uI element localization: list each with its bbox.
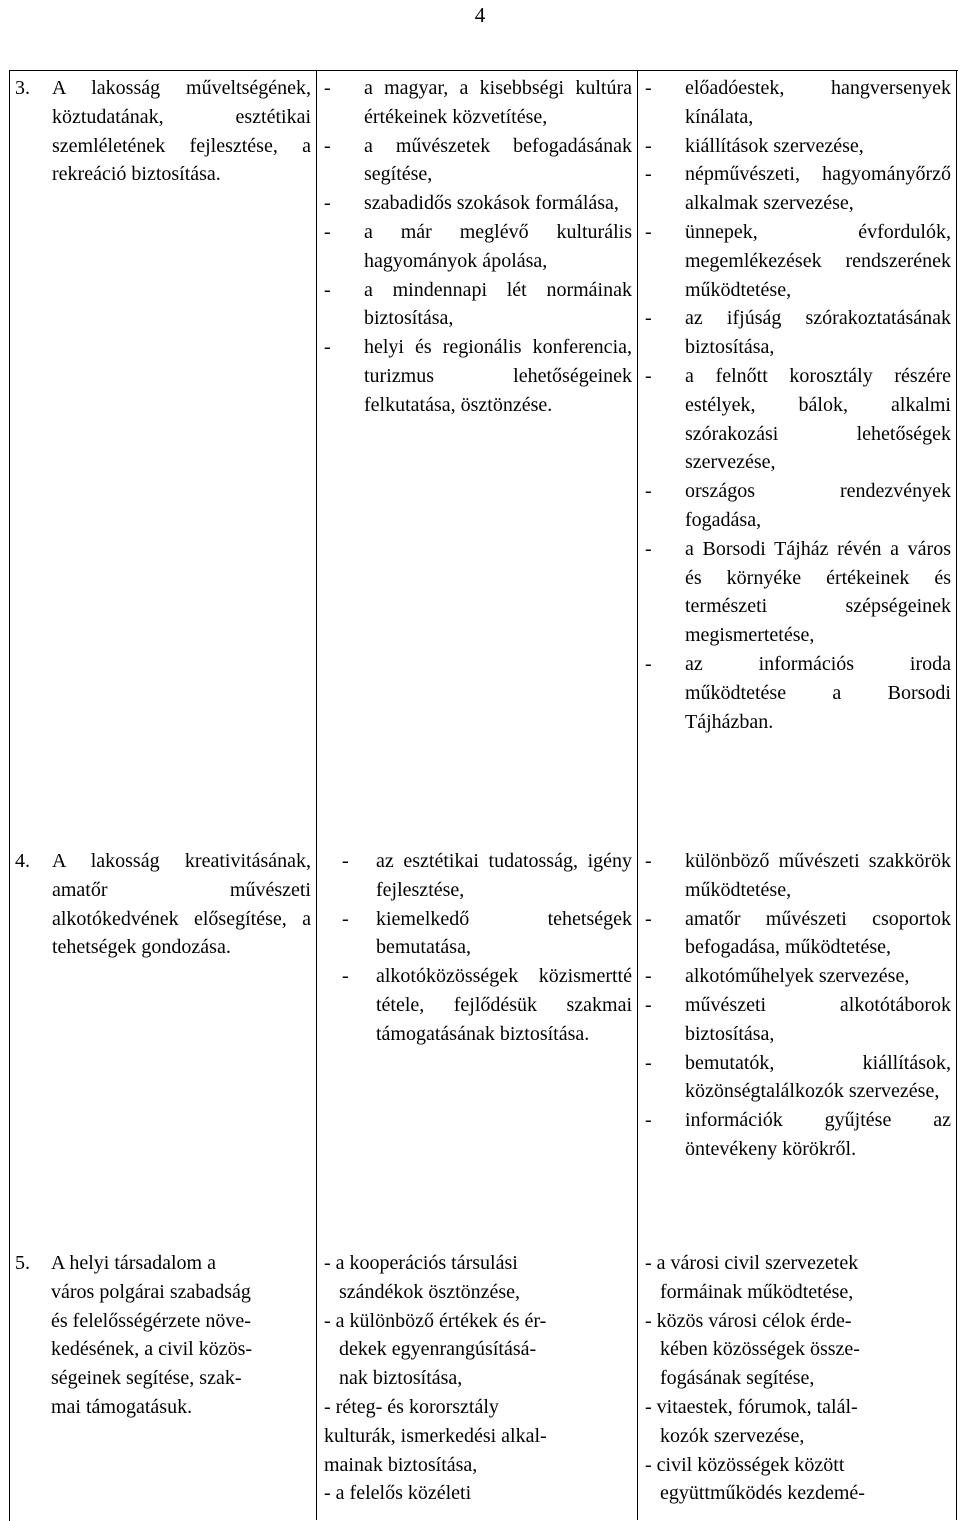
- list-item: - országos rendezvények fogadása,: [645, 480, 951, 531]
- list-item: - a már meglévő kulturális hagyományok ápolása,: [324, 220, 632, 272]
- list-item: - előadóestek, hangversenyek kínálata,: [645, 77, 951, 128]
- tasks-block-4: [320, 847, 632, 1049]
- text-line: - a felelős közéleti: [324, 1482, 472, 1505]
- list-item: - népművészeti, hagyományőrző alkalmak szervezése,: [645, 163, 951, 215]
- column-divider-3: [956, 70, 957, 1520]
- text-line: dekek egyenrangúsításá-: [324, 1338, 537, 1361]
- list-item: - a felnőtt korosztály részére estélyek, bálok, alkalmi szórakozási lehetőségek szervezése,: [645, 364, 951, 474]
- goal-text-line: mai támogatásuk.: [51, 1395, 193, 1418]
- text-line: kében közösségek össze-: [645, 1338, 860, 1361]
- goal-5: [13, 1249, 311, 1422]
- tasks-block-5: [320, 1249, 632, 1508]
- goal-text-line: kedésének, a civil közös-: [51, 1338, 253, 1361]
- text-line: - közös városi célok érde-: [645, 1309, 852, 1332]
- text-line: fogásának segítése,: [645, 1367, 815, 1390]
- list-item: - művészeti alkotótáborok biztosítása,: [645, 993, 951, 1045]
- column-divider-2: [637, 70, 638, 1520]
- text-line: - réteg- és kororsztály: [324, 1395, 499, 1418]
- goal-text: A lakosság kreativitásának, amatőr művészeti alkotókedvének elősegítése, a tehetségek gondozása.: [52, 850, 311, 959]
- list-item: - az ifjúság szórakoztatásának biztosítása,: [645, 307, 951, 359]
- list-item: - az információs iroda működtetése a Borsodi Tájházban.: [645, 652, 951, 733]
- goal-4: [13, 847, 311, 962]
- list-item: - alkotóműhelyek szervezése,: [645, 965, 910, 988]
- list-item: - a Borsodi Tájház révén a város és környéke értékeinek és természeti szépségeinek megismertetése,: [645, 537, 951, 647]
- text-line: nak biztosítása,: [324, 1367, 463, 1390]
- column-divider-1: [316, 70, 317, 1520]
- list-item: - kiemelkedő tehetségek bemutatása,: [342, 907, 632, 959]
- text-line: együttműködés kezdemé-: [645, 1482, 865, 1505]
- text-line: kulturák, ismerkedési alkal-: [324, 1424, 547, 1447]
- activities-block-5: [641, 1249, 951, 1508]
- goal-text-line: és felelősségérzete növe-: [51, 1309, 251, 1332]
- activities-block-3: [641, 74, 951, 736]
- goal-text: A lakosság műveltségének, köztudatának, esztétikai szemléletének fejlesztése, a rekreáció biztosítása.: [52, 77, 311, 186]
- list-item: - kiállítások szervezése,: [645, 134, 864, 157]
- text-line: szándékok ösztönzése,: [324, 1280, 521, 1303]
- page-number: 4: [474, 3, 486, 27]
- goal-text-line: ségeinek segítése, szak-: [51, 1367, 242, 1390]
- text-line: - a különböző értékek és ér-: [324, 1309, 547, 1332]
- list-item: - helyi és regionális konferencia, turizmus lehetőségeinek felkutatása, ösztönzése.: [324, 336, 632, 416]
- list-item: - a magyar, a kisebbségi kultúra értékeinek közvetítése,: [324, 77, 632, 128]
- list-item: - szabadidős szokások formálása,: [324, 192, 619, 215]
- list-item: - ünnepek, évfordulók, megemlékezések rendszerének működtetése,: [645, 220, 951, 301]
- goal-text-line: A helyi társadalom a: [51, 1252, 216, 1274]
- list-item: - különböző művészeti szakkörök működtetése,: [645, 850, 951, 901]
- list-item: - információk gyűjtése az öntevékeny körökről.: [645, 1109, 951, 1160]
- goal-number: 5.: [15, 1252, 30, 1274]
- tasks-block-3: [320, 74, 632, 420]
- text-line: kozók szervezése,: [645, 1424, 805, 1447]
- text-line: formáinak működtetése,: [645, 1280, 854, 1303]
- text-line: - vitaestek, fórumok, talál-: [645, 1395, 858, 1418]
- goal-3: [13, 74, 311, 189]
- goal-text-line: város polgárai szabadság: [51, 1280, 251, 1303]
- text-line: - a városi civil szervezetek: [645, 1252, 859, 1274]
- text-line: mainak biztosítása,: [324, 1453, 478, 1476]
- list-item: - az esztétikai tudatosság, igény fejlesztése,: [342, 850, 632, 901]
- list-item: - alkotóközösségek közismertté tétele, fejlődésük szakmai támogatásának biztosítása.: [342, 965, 632, 1045]
- text-line: - a kooperációs társulási: [324, 1252, 518, 1274]
- list-item: - a mindennapi lét normáinak biztosítása,: [324, 278, 632, 330]
- list-item: - amatőr művészeti csoportok befogadása, működtetése,: [645, 907, 951, 959]
- goal-number: 4.: [15, 850, 30, 872]
- goal-number: 3.: [15, 77, 30, 99]
- list-item: - bemutatók, kiállítások, közönségtalálkozók szervezése,: [645, 1051, 951, 1103]
- list-item: - a művészetek befogadásának segítése,: [324, 134, 632, 186]
- activities-block-4: [641, 847, 951, 1164]
- text-line: - civil közösségek között: [645, 1453, 845, 1476]
